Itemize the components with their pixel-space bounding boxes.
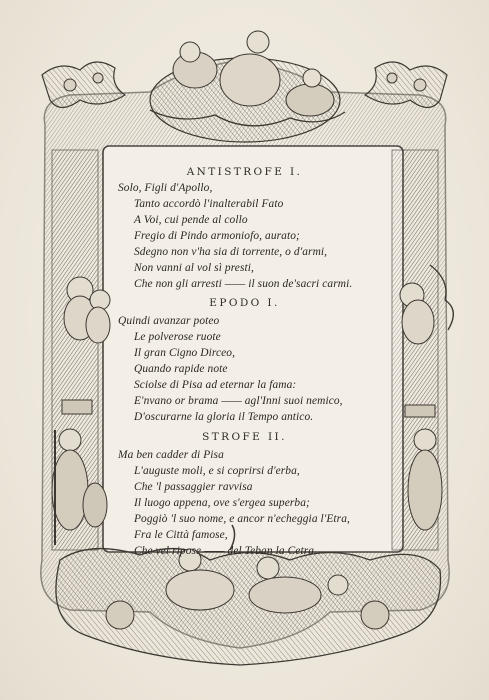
verse-line: Sciolse di Pisa ad eternar la fama: xyxy=(134,379,297,391)
top-left-foliage xyxy=(42,62,125,108)
verse-line: A Voi, cui pende al collo xyxy=(134,214,248,226)
verse-line: Quando rapide note xyxy=(134,363,228,375)
verse-line: Fregio di Pindo armoniofo, aurato; xyxy=(134,230,300,242)
verse-line: Che 'l passaggier ravvisa xyxy=(134,481,253,493)
verse-line: Che vel ripose —— del Teban la Cetra. xyxy=(134,545,317,557)
verse-line: Il gran Cigno Dirceo, xyxy=(134,347,236,359)
verse-line: Ma ben cadder di Pisa xyxy=(118,449,224,461)
section-heading-epodo: EPODO I. xyxy=(209,297,280,309)
section-heading-antistrofe: ANTISTROFE I. xyxy=(186,166,303,178)
verse-line: Non vanni al vol sì presti, xyxy=(134,262,254,274)
verse-line: Che non gli arresti —— il suon de'sacri carmi. xyxy=(134,278,353,290)
verse-line: Poggiò 'l suo nome, e ancor n'echeggia l'Etra, xyxy=(134,513,350,525)
verse-line: Fra le Città famose, xyxy=(134,529,228,541)
verse-line: Quindi avanzar poteo xyxy=(118,315,220,327)
verse-line: Il luogo appena, ove s'ergea superba; xyxy=(134,497,310,509)
top-figures-illustration xyxy=(150,31,345,142)
top-right-foliage xyxy=(365,62,447,108)
verse-line: Tanto accordò l'inalterabil Fato xyxy=(134,198,284,210)
section-heading-strofe: STROFE II. xyxy=(202,431,287,443)
verse-line: Solo, Figli d'Apollo, xyxy=(118,182,213,194)
verse-line: Le polverose ruote xyxy=(134,331,221,343)
verse-line: E'nvano or brama —— agl'Inni suoi nemico, xyxy=(134,395,343,407)
verse-line: L'auguste moli, e si coprirsi d'erba, xyxy=(134,465,300,477)
verse-line: Sdegno non v'ha sia di torrente, o d'armi, xyxy=(134,246,328,258)
verse-line: D'oscurarne la gloria il Tempo antico. xyxy=(134,411,314,423)
